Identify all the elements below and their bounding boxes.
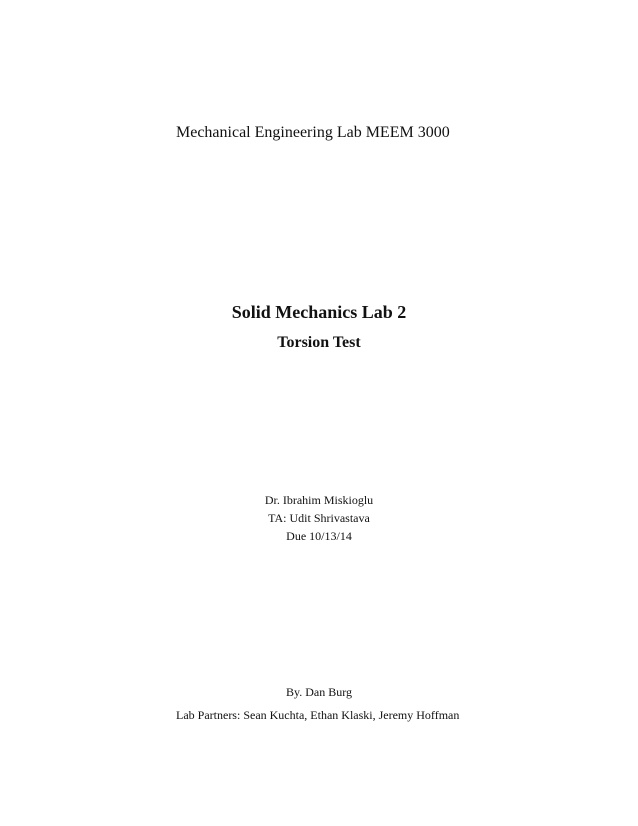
due-date: Due 10/13/14 xyxy=(286,529,352,543)
report-title: Solid Mechanics Lab 2 xyxy=(231,302,407,322)
professor-name: Dr. Ibrahim Miskioglu xyxy=(264,493,374,507)
teaching-assistant: TA: Udit Shrivastava xyxy=(268,511,370,525)
report-subtitle: Torsion Test xyxy=(277,334,361,351)
lab-partners: Lab Partners: Sean Kuchta, Ethan Klaski, Jeremy Hoffman xyxy=(176,708,460,722)
author-line: By. Dan Burg xyxy=(286,685,352,699)
course-heading: Mechanical Engineering Lab MEEM 3000 xyxy=(176,124,450,141)
